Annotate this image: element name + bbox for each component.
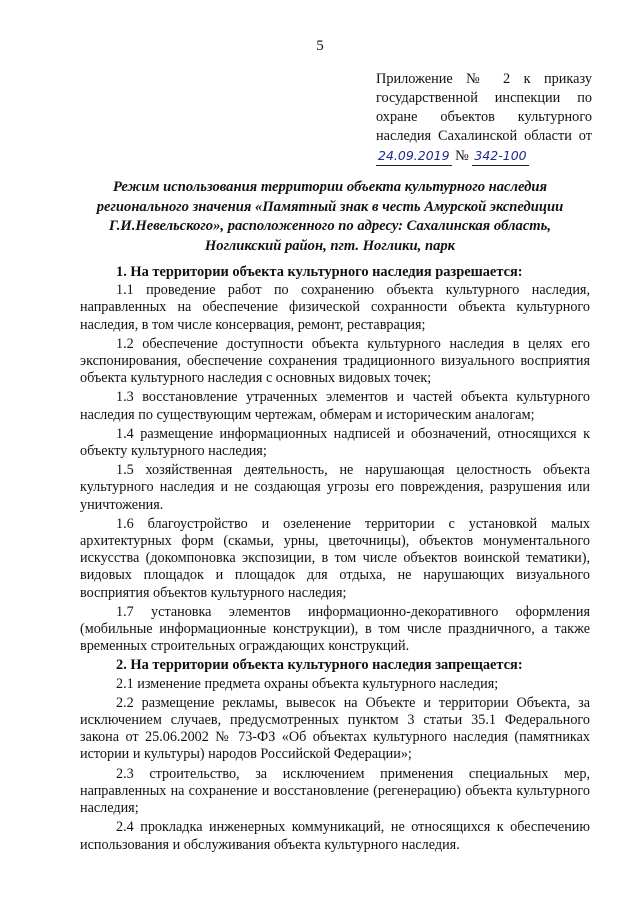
list-item: 2.3 строительство, за исключением применения специальных мер, направленных на сохранение и восстановление (регенерацию) объекта культурного наследия; xyxy=(80,765,590,817)
section-heading: 1. На территории объекта культурного наследия разрешается: xyxy=(116,264,523,280)
list-item: 1.7 установка элементов информационно-декоративного оформления (мобильные информационные конструкции), в том числе праздничного, а также временных строительных ограждающих конструкций. xyxy=(80,603,590,655)
appendix-date: 24.09.2019 xyxy=(376,146,452,166)
list-item: 2.4 прокладка инженерных коммуникаций, не относящихся к обеспечению использования и обслуживания объекта культурного наследия. xyxy=(80,819,590,853)
appendix-text: Приложение № 2 к приказу государственной инспекции по охране объектов культурного наследия Сахалинской области xyxy=(376,71,592,144)
document-title: Режим использования территории объекта культурного наследия регионального значения «Памятный знак в честь Амурской экспедиции Г.И.Невельского», расположенного по адресу: Сахалинская область, Ногликский район, пгт. Ноглики, парк xyxy=(96,179,564,254)
list-item: 1.2 обеспечение доступности объекта культурного наследия в целях его экспонирования, обеспечение сохранения традиционного визуального восприятия объекта культурного наследия с основных видовых точек; xyxy=(80,335,590,387)
appendix-no: № xyxy=(455,148,469,164)
appendix-block xyxy=(376,70,592,166)
list-item: 1.5 хозяйственная деятельность, не нарушающая целостность объекта культурного наследия и не создающая угрозы его повреждения, разрушения или уничтожения. xyxy=(80,462,590,513)
page-number: 5 xyxy=(316,38,324,54)
list-item: 1.1 проведение работ по сохранению объекта культурного наследия, направленных на обеспечение физической сохранности объекта культурного наследия, в том числе консервация, ремонт, реставрация; xyxy=(80,282,590,333)
appendix-from: от xyxy=(578,128,592,144)
list-item: 1.6 благоустройство и озеленение территории с установкой малых архитектурных форм (скамьи, урны, цветочницы), объектов монументального искусства (докомпоновка экспозиции, в том числе объектов воинской тематики), видовых площадок и площадок для отдыха, не нарушающих визуального восприятия объектов культурного наследия; xyxy=(80,515,590,601)
list-item: 2.1 изменение предмета охраны объекта культурного наследия; xyxy=(116,675,499,692)
list-item: 2.2 размещение рекламы, вывесок на Объекте и территории Объекта, за исключением случаев, предусмотренных пунктом 3 статьи 35.1 Федерального закона от 25.06.2002 № 73-ФЗ «Об объектах культурного наследия (памятниках истории и культуры) народов Российской Федерации»; xyxy=(80,694,590,763)
list-item: 1.4 размещение информационных надписей и обозначений, относящихся к объекту культурного наследия; xyxy=(80,425,590,460)
section-heading: 2. На территории объекта культурного наследия запрещается: xyxy=(116,657,523,674)
document-body xyxy=(80,264,590,856)
list-item: 1.3 восстановление утраченных элементов и частей объекта культурного наследия по существующим чертежам, обмерам и историческим аналогам; xyxy=(80,389,590,423)
appendix-number: 342-100 xyxy=(472,146,528,166)
